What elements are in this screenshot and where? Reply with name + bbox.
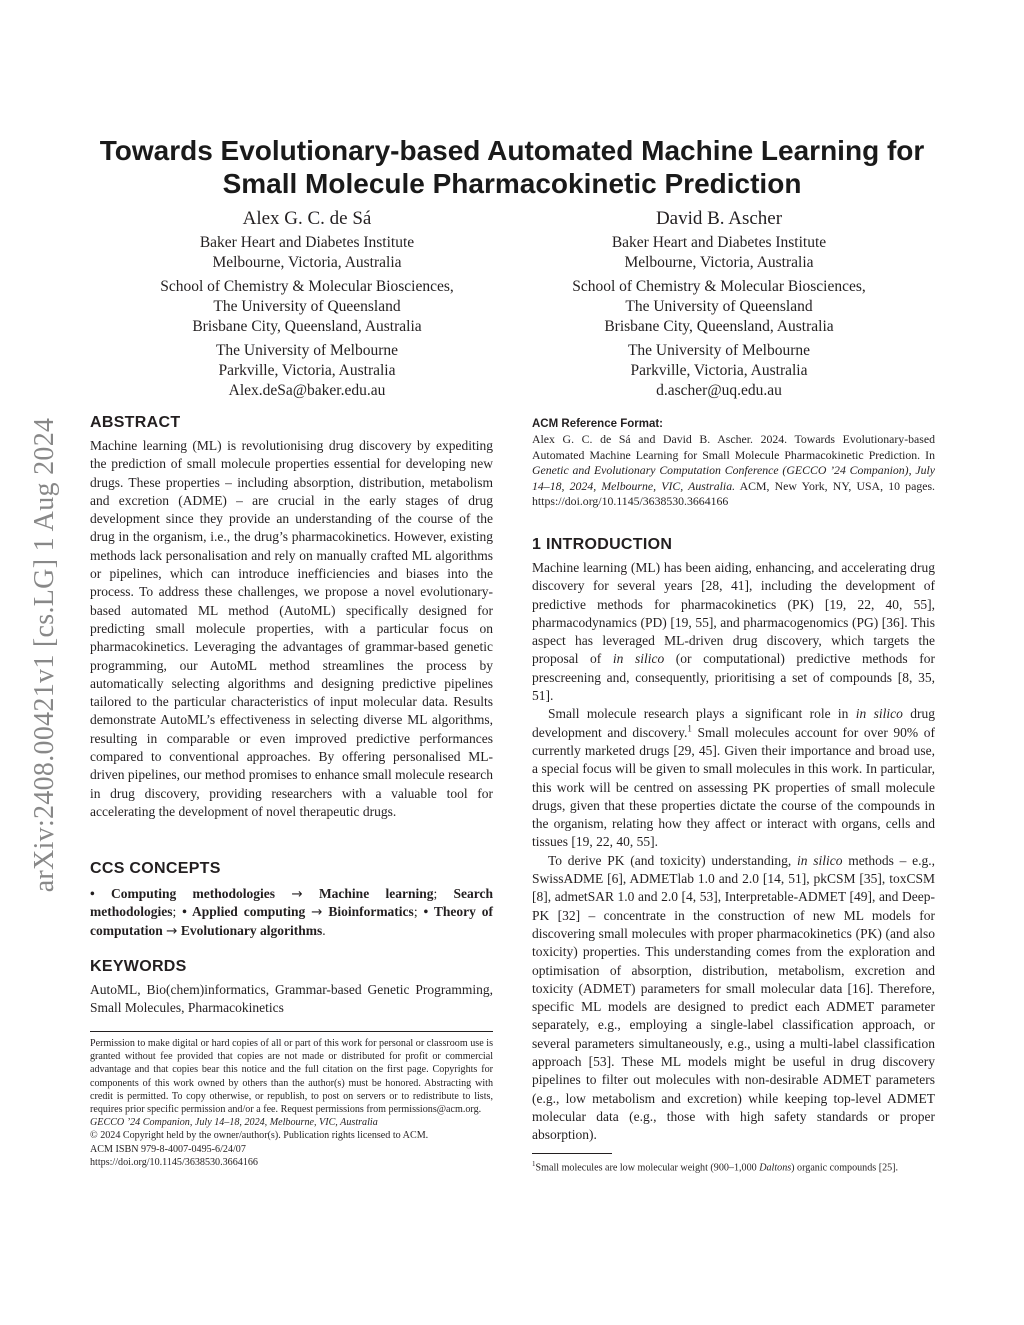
affiliation-3	[519, 341, 919, 401]
intro-paragraph-2	[532, 705, 935, 851]
acm-reference-text	[532, 432, 935, 510]
affiliation-line: The University of Queensland	[213, 298, 401, 315]
text-run: in silico	[855, 706, 903, 722]
affiliation-line: School of Chemistry & Molecular Biosciences,	[160, 278, 454, 295]
author-name: Alex G. C. de Sá	[242, 208, 372, 229]
affiliation-3	[107, 341, 507, 401]
text-run: Daltons	[759, 1162, 792, 1174]
ccs-sep: ;	[172, 904, 177, 920]
text-run: in silico	[612, 651, 665, 667]
text-run: in silico	[796, 852, 843, 868]
affiliation-line: The University of Melbourne	[215, 342, 399, 359]
permission-block	[90, 1031, 493, 1169]
affiliation-1	[519, 233, 919, 273]
abstract-text: Machine learning (ML) is revolutionising drug discovery by expediting the prediction of small molecule properties essential for developing new drugs. These properties – including absorption, distribution, metabolism and excretion (ADME) – are crucial in the early stages of drug development since they provide an understanding of the course of the drug in the organism, i.e., the drug’s pharmacokinetics. However, existing methods lack personalisation and rely on manually crafted ML algorithms or pipelines, which can introduce inefficiencies and biases into the process. To address these challenges, we propose a novel evolutionary-based automated ML method (AutoML) specifically designed for predicting small molecule properties, with a particular focus on pharmacokinetics. Leveraging the advantages of grammar-based genetic programming, our AutoML method streamlines the process by automatically selecting algorithms and designing predictive pipelines tailored to the particular characteristics of input molecular data. Results demonstrate AutoML’s effectiveness in selecting diverse ML algorithms, resulting in comparable or even improved predictive performances compared to conventional approaches. By offering personalised ML-driven pipelines, our method promises to enhance small molecule research in drug discovery, providing researchers with a valuable tool for accelerating the development of novel therapeutic drugs.	[90, 438, 493, 819]
text-run: Small molecules account for over 90% of currently marketed drugs [29, 45]. Given their importance and broad use, a special focus will be given to small molecules in this work. In particular, this work will be centred on assessing PK properties of small molecule drugs, given that these properties dictate the course of the compounds in the organism, relating how they affect or interact with organs, cells and tissues [19, 22, 40, 55].	[532, 724, 936, 850]
introduction-section	[532, 535, 935, 1145]
ccs-concept: Search methodologies	[90, 886, 494, 920]
permission-text: Permission to make digital or hard copies of all or part of this work for personal or classroom use is granted without fee provided that copies are not made or distributed for profit or commercial advantage and that copies bear this notice and the full citation on the first page. Copyrights for components of this work owned by others than the author(s) must be honored. Abstracting with credit is permitted. To copy otherwise, or republish, to post on servers or to redistribute to lists, requires prior specific permission and/or a fee. Request permissions from permissions@acm.org.	[90, 1038, 493, 1116]
ccs-section	[90, 859, 493, 940]
arrow-icon: →	[291, 886, 303, 902]
ccs-concept: Bioinformatics	[328, 904, 414, 920]
affiliation-line: Parkville, Victoria, Australia	[218, 362, 396, 379]
affiliation-line: Melbourne, Victoria, Australia	[624, 254, 814, 271]
affiliation-line: The University of Melbourne	[627, 342, 811, 359]
ccs-heading: CCS CONCEPTS	[90, 860, 221, 877]
ccs-bullet: •	[423, 904, 429, 920]
reference-text: ACM, New York, NY, USA, 10 pages. https://doi.org/10.1145/3638530.3664166	[532, 478, 935, 508]
affiliation-line: Brisbane City, Queensland, Australia	[604, 318, 834, 335]
text-run: Small molecules are low molecular weight (900–1,000	[535, 1162, 760, 1174]
abstract-section	[90, 413, 493, 821]
isbn-line: ACM ISBN 979-8-4007-0495-6/24/07	[90, 1143, 246, 1155]
affiliation-line: Baker Heart and Diabetes Institute	[611, 234, 827, 251]
introduction-heading: 1 INTRODUCTION	[532, 536, 673, 553]
keywords-text: AutoML, Bio(chem)informatics, Grammar-based Genetic Programming, Small Molecules, Pharmacokinetics	[90, 982, 493, 1016]
text-run: methods – e.g., SwissADME [6], ADMETlab 1.0 and 2.0 [14, 51], pkCSM [35], toxCSM [8], admetSAR 1.0 and 2.0 [4, 53], Interpretable-ADMET [49], and Deep-PK [32] – concentrate in the construction of new ML models for discovering small molecules with proper pharmacokinetics (PK) (and also toxicity) properties. This understanding comes from the exploration and optimisation of absorption, distribution, metabolism, excretion and toxicity (ADMET) parameters for small molecular data [16]. Therefore, specific ML models are designed to predict each ADMET parameter separately, e.g., employing a single-label classification approach, or several parameters simultaneously, e.g., using a multi-label classification approach [53]. These ML models might be useful in drug discovery pipelines to filter out molecules with non-desirable ADMET parameters (e.g., low metabolism and excretion) while keeping top-level ADMET molecular data (e.g., those with high safety standards or proper absorption).	[532, 852, 936, 1143]
ccs-text	[90, 885, 493, 940]
text-run: Small molecule research plays a significant role in	[548, 706, 856, 722]
arxiv-sidebar	[30, 355, 60, 955]
reference-text: Alex G. C. de Sá and David B. Ascher. 2024. Towards Evolutionary-based Automated Machine Learning for Small Molecule Pharmacokinetic Prediction. In	[532, 432, 935, 462]
affiliation-line: Brisbane City, Queensland, Australia	[192, 318, 422, 335]
copyright-line: © 2024 Copyright held by the owner/author(s). Publication rights licensed to ACM.	[90, 1130, 429, 1142]
text-run: (or computational) predictive methods for prescreening and, consequently, prioritising a set of compounds [8, 35, 51].	[532, 651, 935, 704]
text-run: Machine learning (ML) has been aiding, enhancing, and accelerating drug discovery for several years [28, 41], including the development of predictive methods for pharmacokinetics (PK) [19, 22, 40, 55], pharmacodynamics (PD) [19, 55], and pharmacogenomics (PG) [36]. This aspect has leveraged ML-driven drug discovery, which targets the proposal of	[532, 560, 935, 667]
affiliation-2	[519, 277, 919, 337]
text-run: drug development and discovery.	[532, 706, 935, 740]
intro-paragraph-3	[532, 852, 935, 1145]
footnote-ref[interactable]: 1	[687, 723, 692, 734]
ccs-sep: ;	[433, 886, 438, 901]
title-line-1: Towards Evolutionary-based Automated Machine Learning for	[99, 135, 925, 166]
divider	[90, 1031, 493, 1032]
abstract-heading: ABSTRACT	[90, 414, 181, 431]
reference-venue: Genetic and Evolutionary Computation Conference (GECCO ’24 Companion), July 14–18, 2024, Melbourne, VIC, Australia.	[532, 463, 935, 493]
acm-reference	[532, 418, 935, 510]
ccs-sep: ;	[413, 904, 418, 920]
author-email[interactable]: d.ascher@uq.edu.au	[656, 382, 782, 399]
author-name: David B. Ascher	[655, 208, 783, 229]
affiliation-1	[107, 233, 507, 273]
ccs-concept: Evolutionary algorithms	[180, 922, 323, 938]
ccs-bullet: •	[90, 886, 95, 901]
keywords-section	[90, 957, 493, 1018]
ccs-concept: Computing methodologies	[111, 886, 276, 901]
footnote-mark: 1	[532, 1160, 536, 1168]
author-block-2	[519, 207, 919, 401]
doi-link[interactable]: https://doi.org/10.1145/3638530.3664166	[90, 1156, 258, 1168]
author-email[interactable]: Alex.deSa@baker.edu.au	[228, 382, 386, 399]
affiliation-line: The University of Queensland	[625, 298, 813, 315]
arrow-icon: →	[311, 904, 323, 921]
acm-reference-label: ACM Reference Format:	[532, 418, 663, 430]
ccs-concept: Theory of computation	[90, 904, 493, 938]
affiliation-line: School of Chemistry & Molecular Biosciences,	[572, 278, 866, 295]
author-block-1	[107, 207, 507, 401]
affiliation-line: Baker Heart and Diabetes Institute	[199, 234, 415, 251]
ccs-bullet: •	[182, 904, 187, 920]
arxiv-id: arXiv:2408.00421v1 [cs.LG] 1 Aug 2024	[29, 417, 60, 893]
keywords-heading: KEYWORDS	[90, 958, 187, 975]
text-run: To derive PK (and toxicity) understanding,	[548, 852, 797, 868]
affiliation-line: Parkville, Victoria, Australia	[630, 362, 808, 379]
ccs-end: .	[322, 922, 326, 938]
title-line-2: Small Molecule Pharmacokinetic Prediction	[222, 168, 802, 199]
paper-title	[90, 134, 934, 200]
text-run: ) organic compounds [25].	[791, 1162, 899, 1174]
affiliation-line: Melbourne, Victoria, Australia	[212, 254, 402, 271]
ccs-concept: Applied computing	[192, 904, 306, 920]
intro-paragraph-1	[532, 559, 935, 705]
footnote-text	[532, 1158, 935, 1175]
affiliation-2	[107, 277, 507, 337]
footnote-divider	[532, 1153, 612, 1154]
arrow-icon: →	[166, 922, 178, 939]
footnote-block	[532, 1153, 935, 1175]
venue-line: GECCO ’24 Companion, July 14–18, 2024, Melbourne, VIC, Australia	[90, 1117, 378, 1129]
ccs-concept: Machine learning	[318, 886, 434, 901]
